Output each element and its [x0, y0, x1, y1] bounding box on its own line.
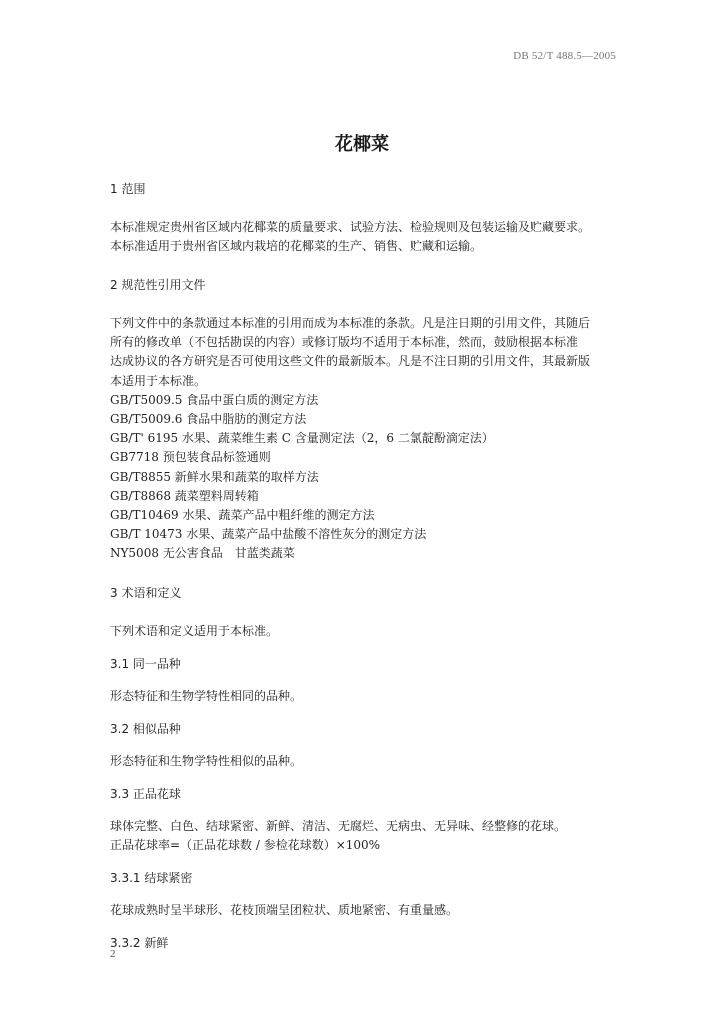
section-2-intro-line: 所有的修改单（不包括勘误的内容）或修订版均不适用于本标准，然而，鼓励根据本标准 [110, 335, 579, 350]
section-3-3-2-heading: 3.3.2 新鲜 [110, 935, 169, 950]
section-3-1-text: 形态特征和生物学特性相同的品种。 [110, 688, 303, 703]
section-2-intro-line: 达成协议的各方研究是否可使用这些文件的最新版本。凡是不注日期的引用文件，其最新版 [110, 354, 591, 369]
section-3-2-heading: 3.2 相似品种 [110, 721, 181, 736]
section-3-3-1-heading: 3.3.1 结球紧密 [110, 870, 193, 885]
section-3-1-heading: 3.1 同一品种 [110, 656, 181, 671]
section-1-heading: 1 范围 [110, 182, 146, 196]
section-2-heading: 2 规范性引用文件 [110, 278, 206, 292]
section-2-intro-line: 下列文件中的条款通过本标准的引用而成为本标准的条款。凡是注日期的引用文件，其随后 [110, 316, 591, 330]
document-title: 花椰菜 [335, 134, 389, 155]
reference-item: GB/T8855 新鲜水果和蔬菜的取样方法 [110, 469, 319, 484]
section-3-3-formula: 正品花球率=（正品花球数 / 参检花球数）×100% [110, 837, 381, 852]
reference-item: GB/T5009.5 食品中蛋白质的测定方法 [110, 392, 319, 407]
section-3-3-text: 球体完整、白色、结球紧密、新鲜、清洁、无腐烂、无病虫、无异味、经整修的花球。 [110, 818, 567, 833]
section-3-2-text: 形态特征和生物学特性相似的品种。 [110, 753, 303, 768]
section-3-heading: 3 术语和定义 [110, 585, 182, 600]
section-3-intro: 下列术语和定义适用于本标准。 [110, 623, 279, 638]
document-body [110, 180, 618, 952]
section-1-line: 本标准适用于贵州省区域内栽培的花椰菜的生产、销售、贮藏和运输。 [110, 239, 483, 253]
section-3-3-heading: 3.3 正品花球 [110, 786, 181, 801]
reference-item: NY5008 无公害食品 甘蓝类蔬菜 [110, 546, 295, 561]
section-2-intro-line: 本适用于本标准。 [110, 373, 207, 388]
reference-item: GB/T10469 水果、蔬菜产品中粗纤维的测定方法 [110, 508, 375, 523]
standard-code: DB 52/T 488.5—2005 [513, 50, 616, 62]
section-1-line: 本标准规定贵州省区域内花椰菜的质量要求、试验方法、检验规则及包装运输及贮藏要求。 [110, 220, 591, 234]
reference-item: GB7718 预包装食品标签通则 [110, 450, 271, 465]
references-block [110, 314, 618, 564]
reference-item: GB/T5009.6 食品中脂肪的测定方法 [110, 412, 307, 427]
reference-item: GB/T 10473 水果、蔬菜产品中盐酸不溶性灰分的测定方法 [110, 527, 427, 542]
section-3-3-1-text: 花球成熟时呈半球形、花枝顶端呈团粒状、质地紧密、有重量感。 [110, 902, 459, 917]
page-number: 2 [110, 948, 116, 960]
reference-item: GB/T' 6195 水果、蔬菜维生素 C 含量测定法（2，6 二氯靛酚滴定法） [110, 431, 494, 446]
reference-item: GB/T8868 蔬菜塑料周转箱 [110, 488, 259, 503]
